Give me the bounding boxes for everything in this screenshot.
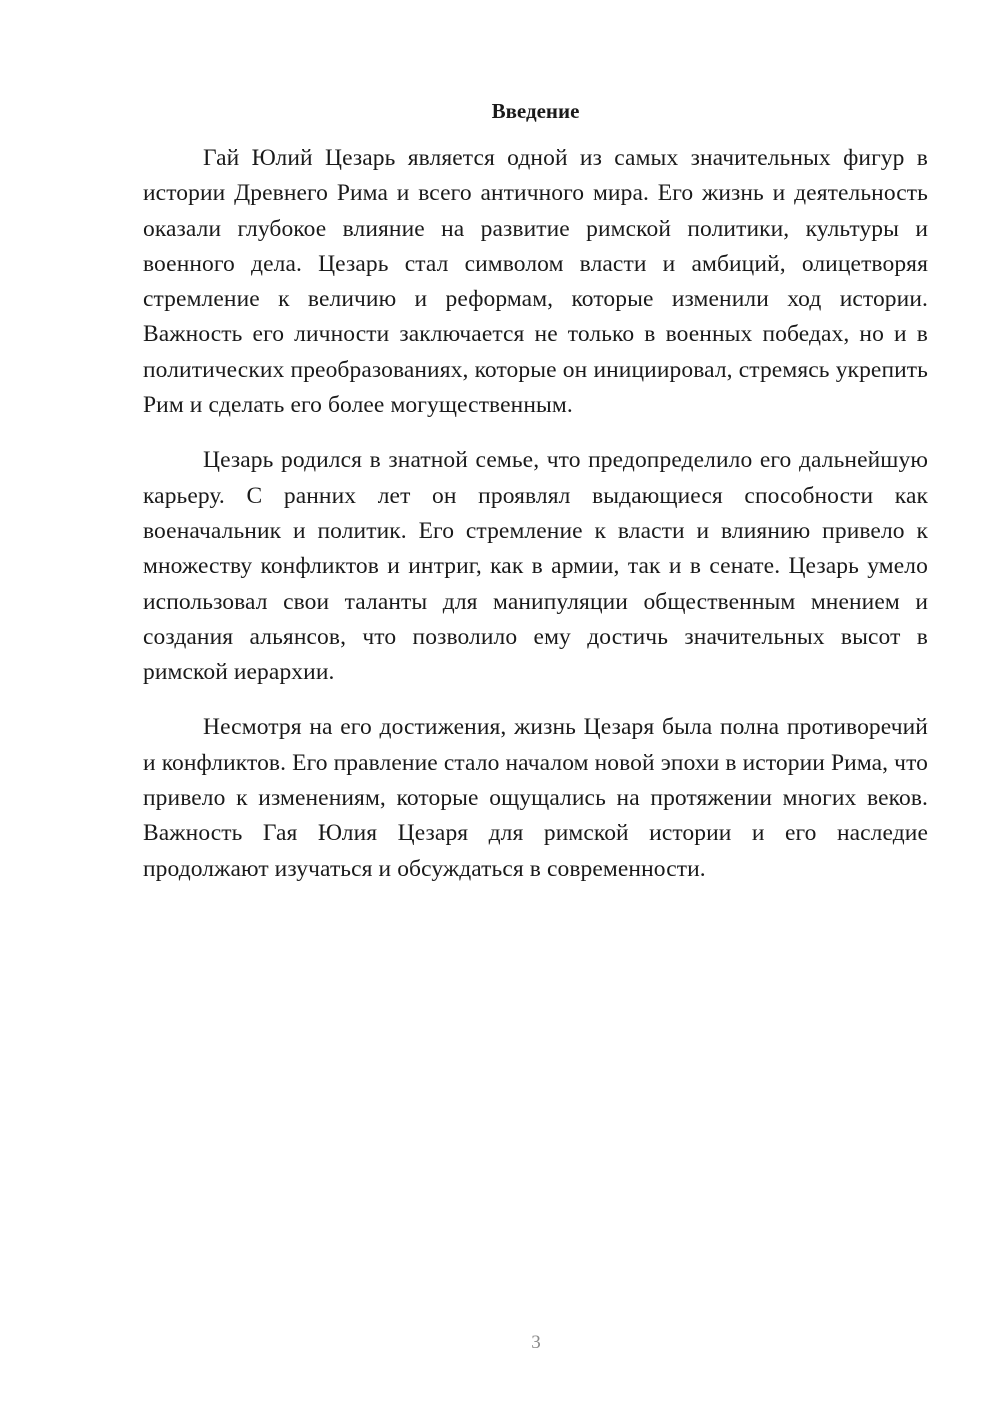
page-number: 3 <box>531 1332 541 1353</box>
page-title: Введение <box>491 99 580 123</box>
paragraph-2: Цезарь родился в знатной семье, что предопределило его дальнейшую карьеру. С ранних лет он проявлял выдающиеся способности как военачальник и политик. Его стремление к власти и влиянию привело к множеству конфликтов и интриг, как в армии, так и в сенате. Цезарь умело использовал свои таланты для манипуляции общественным мнением и создания альянсов, что позволило ему достичь значительных высот в римской иерархии. <box>143 447 928 686</box>
paragraph-1: Гай Юлий Цезарь является одной из самых значительных фигур в истории Древнего Рима и всего античного мира. Его жизнь и деятельность оказали глубокое влияние на развитие римской политики, культуры и военного дела. Цезарь стал символом власти и амбиций, олицетворяя стремление к величию и реформам, которые изменили ход истории. Важность его личности заключается не только в военных победах, но и в политических преобразованиях, которые он инициировал, стремясь укрепить Рим и сделать его более могущественным. <box>143 145 928 419</box>
paragraph-3: Несмотря на его достижения, жизнь Цезаря была полна противоречий и конфликтов. Его правление стало началом новой эпохи в истории Рима, что привело к изменениям, которые ощущались на протяжении многих веков. Важность Гая Юлия Цезаря для римской истории и его наследие продолжают изучаться и обсуждаться в современности. <box>143 714 928 882</box>
document-body <box>143 141 928 907</box>
